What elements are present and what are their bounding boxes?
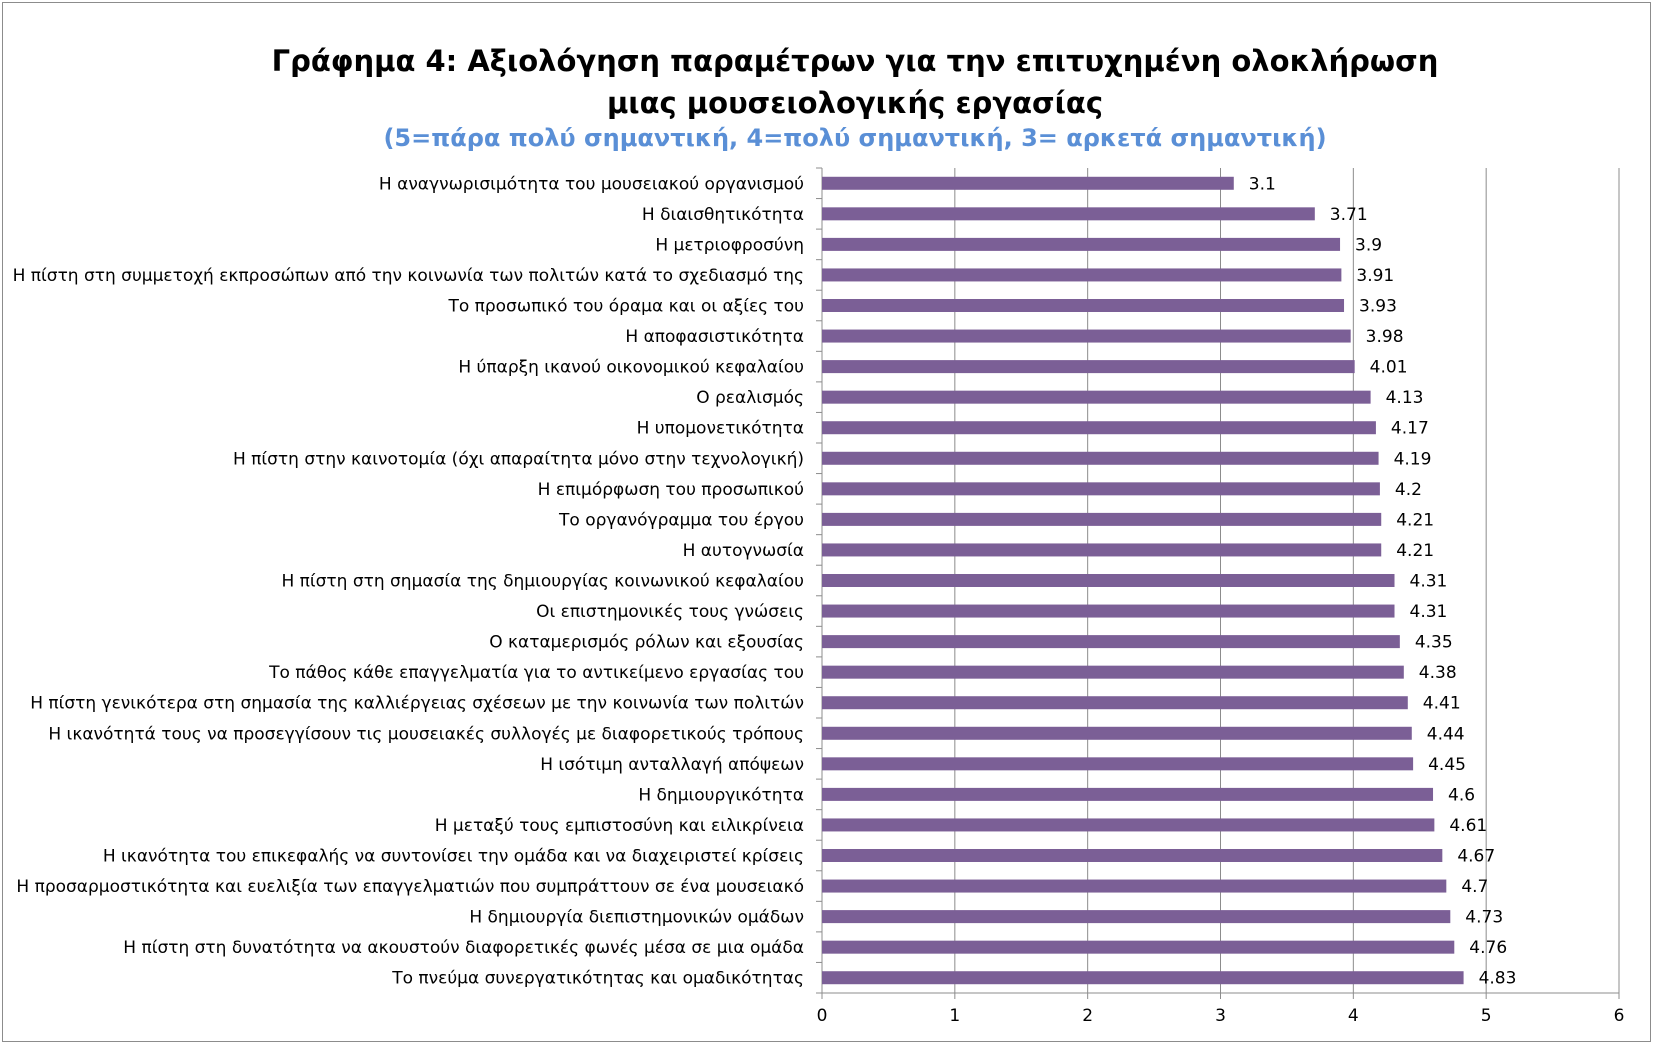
bar — [822, 513, 1381, 526]
bar — [822, 818, 1434, 831]
data-label: 4.21 — [1396, 510, 1435, 531]
bar — [822, 299, 1344, 312]
data-label: 4.67 — [1457, 846, 1496, 867]
data-label: 3.98 — [1365, 327, 1404, 348]
bar — [822, 482, 1380, 495]
data-label: 4.41 — [1422, 693, 1461, 714]
data-label: 4.6 — [1448, 785, 1476, 806]
data-label: 4.38 — [1418, 663, 1457, 684]
category-label: Η υπομονετικότητα — [636, 418, 804, 439]
bar — [822, 177, 1234, 190]
category-label: Η πίστη στη σημασία της δημιουργίας κοινωνικού κεφαλαίου — [281, 571, 804, 592]
data-label: 3.1 — [1248, 174, 1276, 195]
category-label: Η διαισθητικότητα — [641, 204, 804, 225]
bar — [822, 330, 1351, 343]
x-tick-label: 4 — [1347, 1006, 1359, 1026]
data-label: 4.19 — [1393, 449, 1432, 470]
data-label: 3.93 — [1359, 296, 1397, 317]
category-label: Η αυτογνωσία — [682, 540, 804, 561]
bar — [822, 207, 1315, 220]
chart-subtitle: (5=πάρα πολύ σημαντική, 4=πολύ σημαντική, 3= αρκετά σημαντική) — [383, 124, 1327, 152]
bar — [822, 268, 1341, 281]
x-tick-label: 2 — [1082, 1006, 1094, 1026]
bar — [822, 849, 1442, 862]
bar — [822, 941, 1454, 954]
data-label: 4.7 — [1461, 877, 1489, 898]
data-label: 4.61 — [1449, 815, 1488, 836]
bar — [822, 757, 1413, 770]
category-label: Η πίστη στην καινοτομία (όχι απαραίτητα μόνο στην τεχνολογική) — [232, 449, 804, 470]
category-label: Η πίστη στη συμμετοχή εκπροσώπων από την κοινωνία των πολιτών κατά το σχεδιασμό της — [12, 265, 804, 286]
x-tick-label: 1 — [949, 1006, 961, 1026]
category-label: Η πίστη γενικότερα στη σημασία της καλλιέργειας σχέσεων με την κοινωνία των πολιτών — [30, 693, 804, 714]
bar — [822, 391, 1371, 404]
category-label: Η μεταξύ τους εμπιστοσύνη και ειλικρίνεια — [434, 815, 804, 836]
category-label: Η ισότιμη ανταλλαγή απόψεων — [540, 754, 804, 775]
bar — [822, 788, 1433, 801]
bar — [822, 880, 1446, 893]
data-label: 4.76 — [1469, 938, 1508, 959]
category-label: Η επιμόρφωση του προσωπικού — [537, 479, 804, 500]
category-label: Ο καταμερισμός ρόλων και εξουσίας — [489, 632, 804, 653]
x-tick-label: 3 — [1215, 1006, 1226, 1026]
data-label: 4.31 — [1409, 602, 1448, 623]
x-tick-label: 6 — [1613, 1006, 1625, 1026]
category-label: Η ικανότητά τους να προσεγγίσουν τις μουσειακές συλλογές με διαφορετικούς τρόπους — [48, 724, 804, 745]
bar — [822, 574, 1395, 587]
bar — [822, 635, 1400, 648]
bar — [822, 360, 1355, 373]
data-label: 4.73 — [1465, 907, 1504, 928]
category-label: Η προσαρμοστικότητα και ευελιξία των επαγγελματιών που συμπράττουν σε ένα μουσειακό — [16, 877, 804, 898]
data-label: 4.83 — [1478, 968, 1517, 989]
category-label: Η αναγνωρισιμότητα του μουσειακού οργανισμού — [378, 174, 804, 195]
category-label: Οι επιστημονικές τους γνώσεις — [536, 602, 804, 623]
data-label: 4.2 — [1394, 479, 1422, 500]
data-label: 4.01 — [1369, 357, 1408, 378]
category-label: Η πίστη στη δυνατότητα να ακουστούν διαφορετικές φωνές μέσα σε μια ομάδα — [123, 938, 804, 959]
bar — [822, 971, 1464, 984]
data-label: 4.31 — [1409, 571, 1448, 592]
category-label: Η δημιουργικότητα — [638, 785, 804, 806]
chart-title-line-1: Γράφημα 4: Αξιολόγηση παραμέτρων για την επιτυχημένη ολοκλήρωση — [271, 44, 1439, 78]
bar — [822, 543, 1381, 556]
data-label: 4.17 — [1390, 418, 1429, 439]
data-label: 4.21 — [1396, 540, 1435, 561]
category-label: Το πάθος κάθε επαγγελματία για το αντικείμενο εργασίας του — [269, 663, 804, 684]
category-label: Το πνεύμα συνεργατικότητας και ομαδικότητας — [392, 968, 804, 989]
category-label: Η δημιουργία διεπιστημονικών ομάδων — [469, 907, 804, 928]
category-label: Το οργανόγραμμα του έργου — [559, 510, 804, 531]
data-label: 3.91 — [1356, 265, 1395, 286]
data-label: 4.35 — [1414, 632, 1453, 653]
category-label: Η ύπαρξη ικανού οικονομικού κεφαλαίου — [458, 357, 804, 378]
bar — [822, 666, 1404, 679]
x-tick-label: 5 — [1480, 1006, 1492, 1026]
category-label: Η ικανότητα του επικεφαλής να συντονίσει την ομάδα και να διαχειριστεί κρίσεις — [102, 846, 804, 867]
bar — [822, 605, 1395, 618]
x-tick-label: 0 — [816, 1006, 828, 1026]
bar — [822, 452, 1379, 465]
category-label: Το προσωπικό του όραμα και οι αξίες του — [448, 296, 804, 317]
data-label: 3.71 — [1329, 204, 1368, 225]
data-label: 4.13 — [1385, 388, 1424, 409]
category-label: Ο ρεαλισμός — [696, 388, 804, 409]
bar — [822, 727, 1412, 740]
bar — [822, 910, 1450, 923]
bar — [822, 238, 1340, 251]
category-label: Η μετριοφροσύνη — [655, 235, 804, 256]
chart-title-line-2: μιας μουσειολογικής εργασίας — [606, 86, 1104, 120]
data-label: 3.9 — [1355, 235, 1383, 256]
data-label: 4.44 — [1426, 724, 1465, 745]
bar — [822, 696, 1408, 709]
data-label: 4.45 — [1428, 754, 1466, 775]
bar — [822, 421, 1376, 434]
category-label: Η αποφασιστικότητα — [625, 327, 804, 348]
